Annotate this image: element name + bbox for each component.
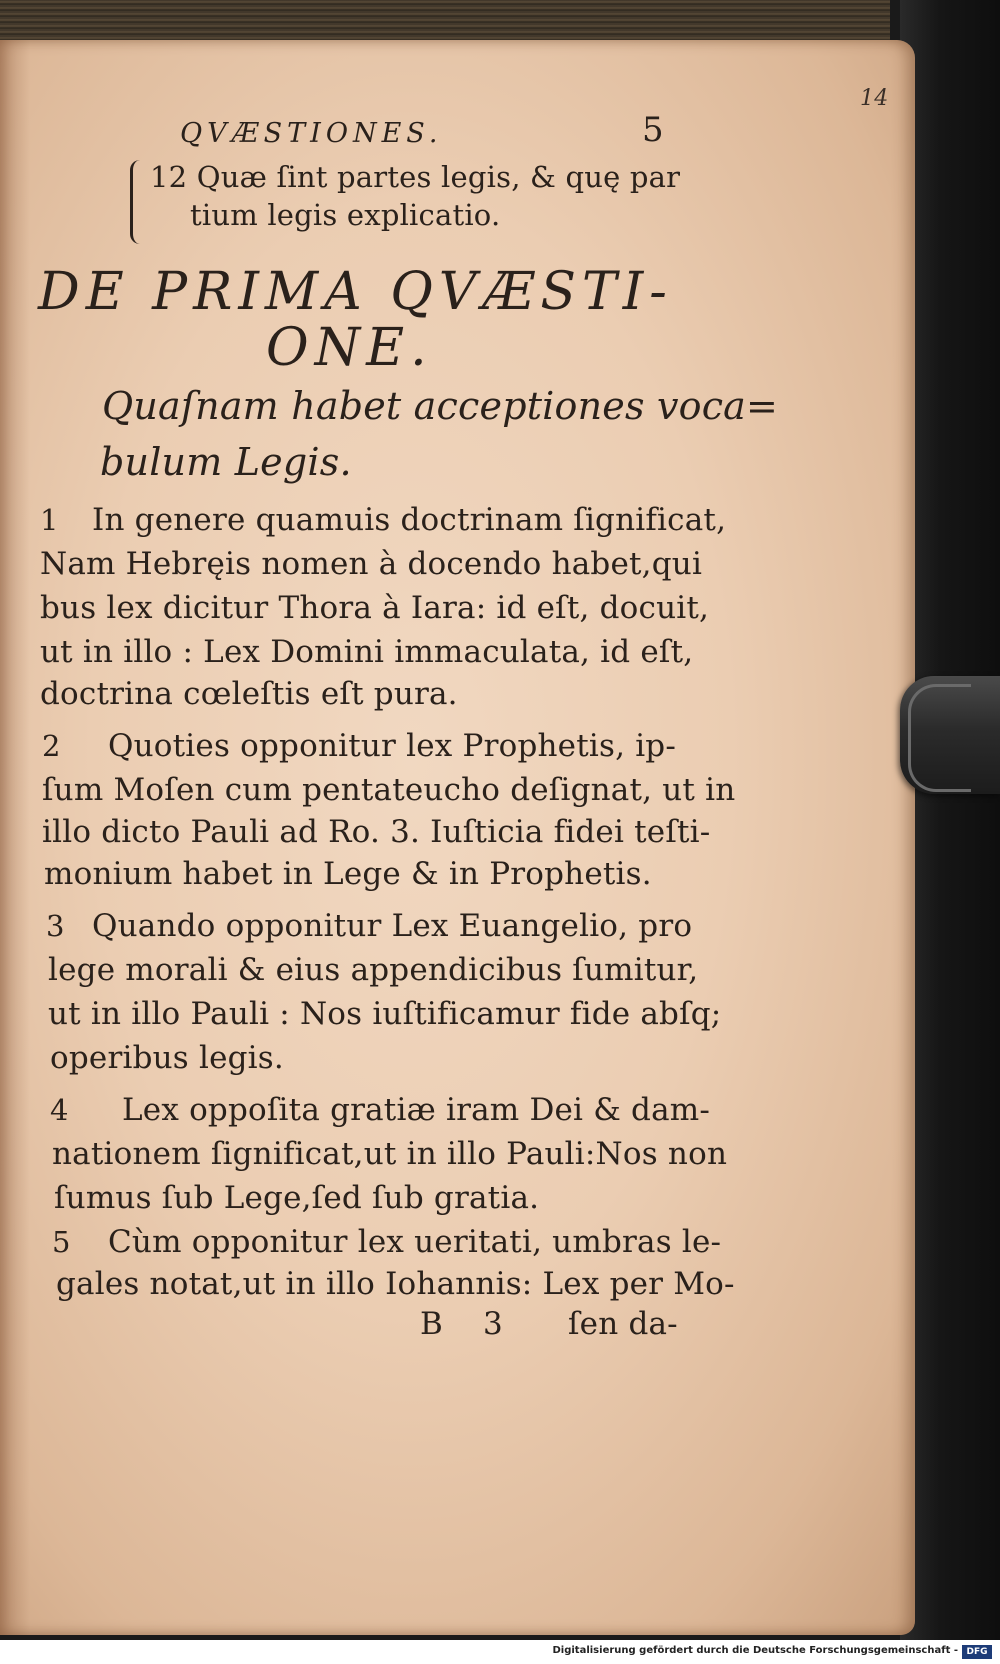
paragraph-number: 1 bbox=[40, 503, 59, 537]
paragraph-1-line-1 bbox=[40, 502, 726, 538]
paragraph-3-line-1 bbox=[46, 908, 692, 944]
paragraph-3-line-4: operibus legis. bbox=[50, 1040, 284, 1076]
paragraph-text: Quoties opponitur lex Prophetis, ip- bbox=[108, 728, 677, 764]
clasp-rim bbox=[908, 684, 971, 792]
paragraph-text: Lex oppoſita gratiæ iram Dei & dam- bbox=[122, 1092, 711, 1128]
paragraph-4-line-3: ſumus ſub Lege,ſed ſub gratia. bbox=[54, 1180, 540, 1216]
question-line-1: Quaſnam habet acceptiones voca= bbox=[102, 384, 779, 428]
paragraph-5-line-1 bbox=[52, 1224, 721, 1260]
paragraph-1-line-5: doctrina cœleſtis eſt pura. bbox=[40, 676, 458, 712]
paragraph-number: 2 bbox=[42, 729, 61, 763]
section-heading-line-2: ONE. bbox=[266, 318, 433, 378]
paragraph-2-line-4: monium habet in Lege & in Prophetis. bbox=[44, 856, 652, 892]
signature-mark: B 3 bbox=[420, 1306, 503, 1342]
paragraph-1-line-3: bus lex dicitur Thora à Iara: id eſt, docuit, bbox=[40, 590, 710, 626]
section-heading-line-1: DE PRIMA QVÆSTI- bbox=[38, 262, 673, 322]
funding-credit: Digitalisierung gefördert durch die Deutsche Forschungsgemeinschaft - bbox=[552, 1645, 958, 1656]
toc-brace bbox=[130, 160, 149, 244]
catchword: ſen da- bbox=[568, 1306, 678, 1342]
paragraph-3-line-3: ut in illo Pauli : Nos iuſtificamur fide abſq; bbox=[48, 996, 722, 1032]
gutter-shadow bbox=[0, 40, 30, 1635]
paragraph-5-line-2: gales notat,ut in illo Iohannis: Lex per Mo- bbox=[56, 1266, 735, 1302]
handwritten-folio: 14 bbox=[860, 86, 889, 111]
toc-line-2: tium legis explicatio. bbox=[190, 198, 501, 232]
paragraph-number: 3 bbox=[46, 909, 65, 943]
paragraph-text: In genere quamuis doctrinam ſignificat, bbox=[92, 502, 727, 538]
paragraph-2-line-3: illo dicto Pauli ad Ro. 3. Iuſticia fidei teſti- bbox=[42, 814, 711, 850]
dfg-logo: DFG bbox=[962, 1645, 992, 1659]
book-cover-background bbox=[900, 0, 1000, 1640]
paragraph-1-line-4: ut in illo : Lex Domini immaculata, id eſt, bbox=[40, 634, 694, 670]
toc-line-1: 12 Quæ ſint partes legis, & quę par bbox=[150, 160, 681, 194]
paragraph-2-line-2: ſum Moſen cum pentateucho deſignat, ut in bbox=[42, 772, 736, 808]
question-line-2: bulum Legis. bbox=[100, 440, 352, 484]
paragraph-3-line-2: lege morali & eius appendicibus ſumitur, bbox=[48, 952, 699, 988]
page-number: 5 bbox=[642, 110, 664, 150]
paragraph-text: Quando opponitur Lex Euangelio, pro bbox=[92, 908, 693, 944]
paragraph-4-line-2: nationem ſignificat,ut in illo Pauli:Nos non bbox=[52, 1136, 728, 1172]
running-head: QVÆSTIONES. bbox=[180, 118, 443, 149]
paragraph-text: Cùm opponitur lex ueritati, umbras le- bbox=[108, 1224, 722, 1260]
paragraph-number: 5 bbox=[52, 1225, 71, 1259]
paragraph-1-line-2: Nam Hebręis nomen à docendo habet,qui bbox=[40, 546, 703, 582]
paragraph-4-line-1 bbox=[50, 1092, 710, 1128]
paragraph-2-line-1 bbox=[42, 728, 676, 764]
paragraph-number: 4 bbox=[50, 1093, 69, 1127]
